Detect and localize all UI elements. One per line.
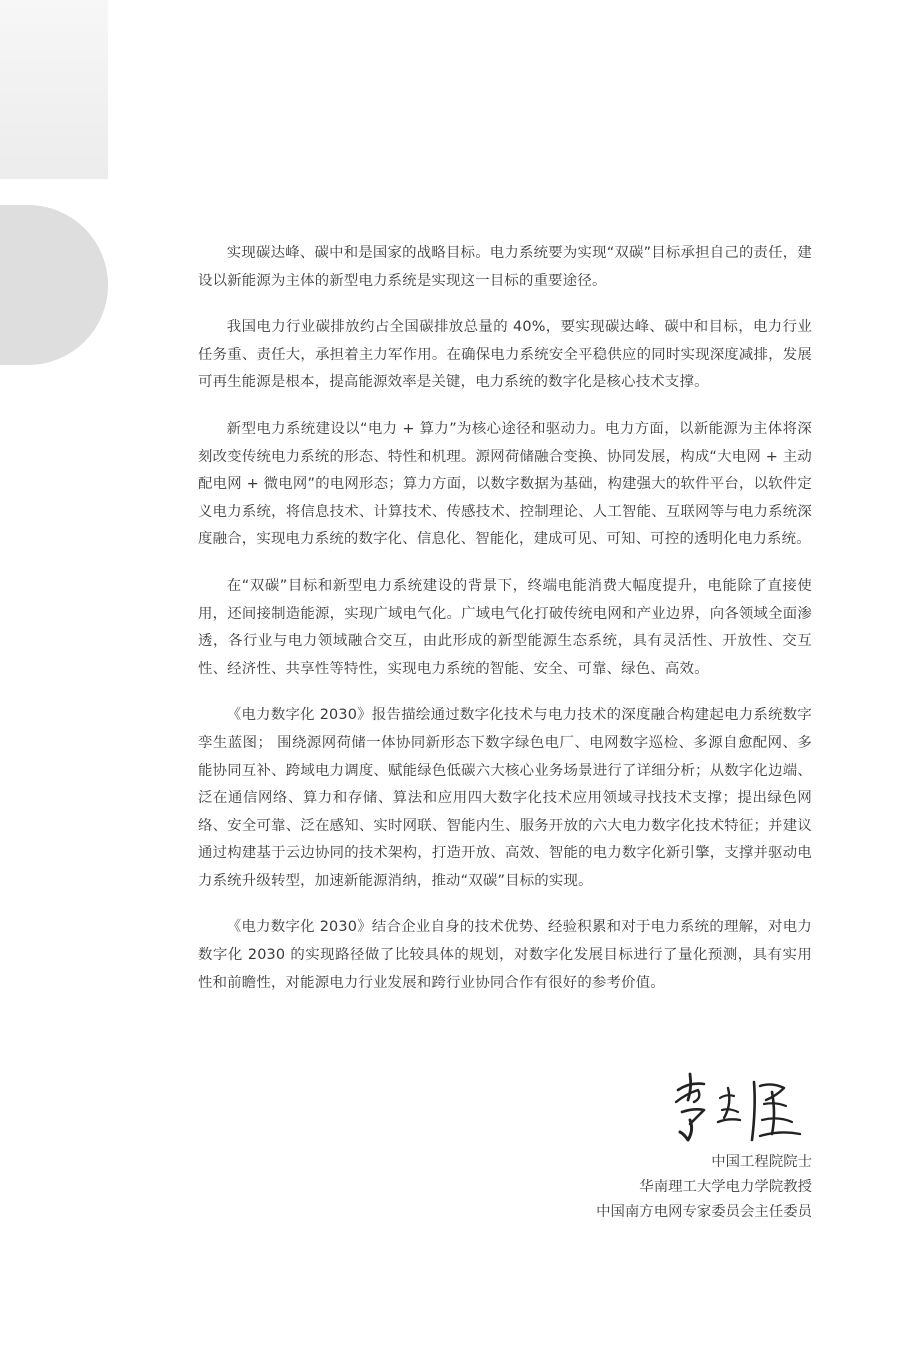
author-credits [596, 1150, 812, 1225]
paragraph-2: 我国电力行业碳排放约占全国碳排放总量的 40%，要实现碳达峰、碳中和目标，电力行业任务重、责任大，承担着主力军作用。在确保电力系统安全平稳供应的同时实现深度减排，发展可再生能源是根本，提高能源效率是关键，电力系统的数字化是核心技术支撑。 [198, 319, 812, 391]
credit-title-committee: 中国南方电网专家委员会主任委员 [596, 1204, 812, 1220]
paragraph-4: 在“双碳”目标和新型电力系统建设的背景下，终端电能消费大幅度提升，电能除了直接使用，还间接制造能源，实现广域电气化。广域电气化打破传统电网和产业边界，向各领域全面渗透，各行业与电力领域融合交互，由此形成的新型能源生态系统，具有灵活性、开放性、交互性、经济性、共享性等特性，实现电力系统的智能、安全、可靠、绿色、高效。 [198, 577, 812, 677]
paragraph-5: 《电力数字化 2030》报告描绘通过数字化技术与电力技术的深度融合构建起电力系统数字孪生蓝图； 围绕源网荷储一体协同新形态下数字绿色电厂、电网数字巡检、多源自愈配网、多能协同互补、跨域电力调度、赋能绿色低碳六大核心业务场景进行了详细分析；从数字化边端、泛在通信网络、算力和存储、算法和应用四大数字化技术应用领域寻找技术支撑；提出绿色网络、安全可靠、泛在感知、实时网联、智能内生、服务开放的六大电力数字化技术特征；并建议通过构建基于云边协同的技术架构，打造开放、高效、智能的电力数字化新引擎，支撑并驱动电力系统升级转型，加速新能源消纳，推动“双碳”目标的实现。 [198, 707, 812, 889]
decorative-gray-semicircle [0, 205, 108, 365]
paragraph-3: 新型电力系统建设以“电力 + 算力”为核心途径和驱动力。电力方面，以新能源为主体将深刻改变传统电力系统的形态、特性和机理。源网荷储融合变换、协同发展，构成“大电网 + 主动配电网 + 微电网”的电网形态；算力方面，以数字数据为基础，构建强大的软件平台，以软件定义电力系统，将信息技术、计算技术、传感技术、控制理论、人工智能、互联网等与电力系统深度融合，实现电力系统的数字化、信息化、智能化，建成可见、可知、可控的透明化电力系统。 [198, 420, 812, 548]
credit-title-professor: 华南理工大学电力学院教授 [639, 1179, 812, 1195]
decorative-gray-rectangle [0, 0, 108, 179]
paragraph-1: 实现碳达峰、碳中和是国家的战略目标。电力系统要为实现“双碳”目标承担自己的责任，建设以新能源为主体的新型电力系统是实现这一目标的重要途径。 [198, 245, 812, 289]
handwritten-signature [668, 1068, 808, 1148]
credit-title-academician: 中国工程院院士 [711, 1154, 812, 1170]
preface-body [198, 240, 812, 1016]
paragraph-6: 《电力数字化 2030》结合企业自身的技术优势、经验积累和对于电力系统的理解，对电力数字化 2030 的实现路径做了比较具体的规划，对数字化发展目标进行了量化预测，具有实用性和前瞻性，对能源电力行业发展和跨行业协同合作有很好的参考价值。 [198, 919, 812, 991]
